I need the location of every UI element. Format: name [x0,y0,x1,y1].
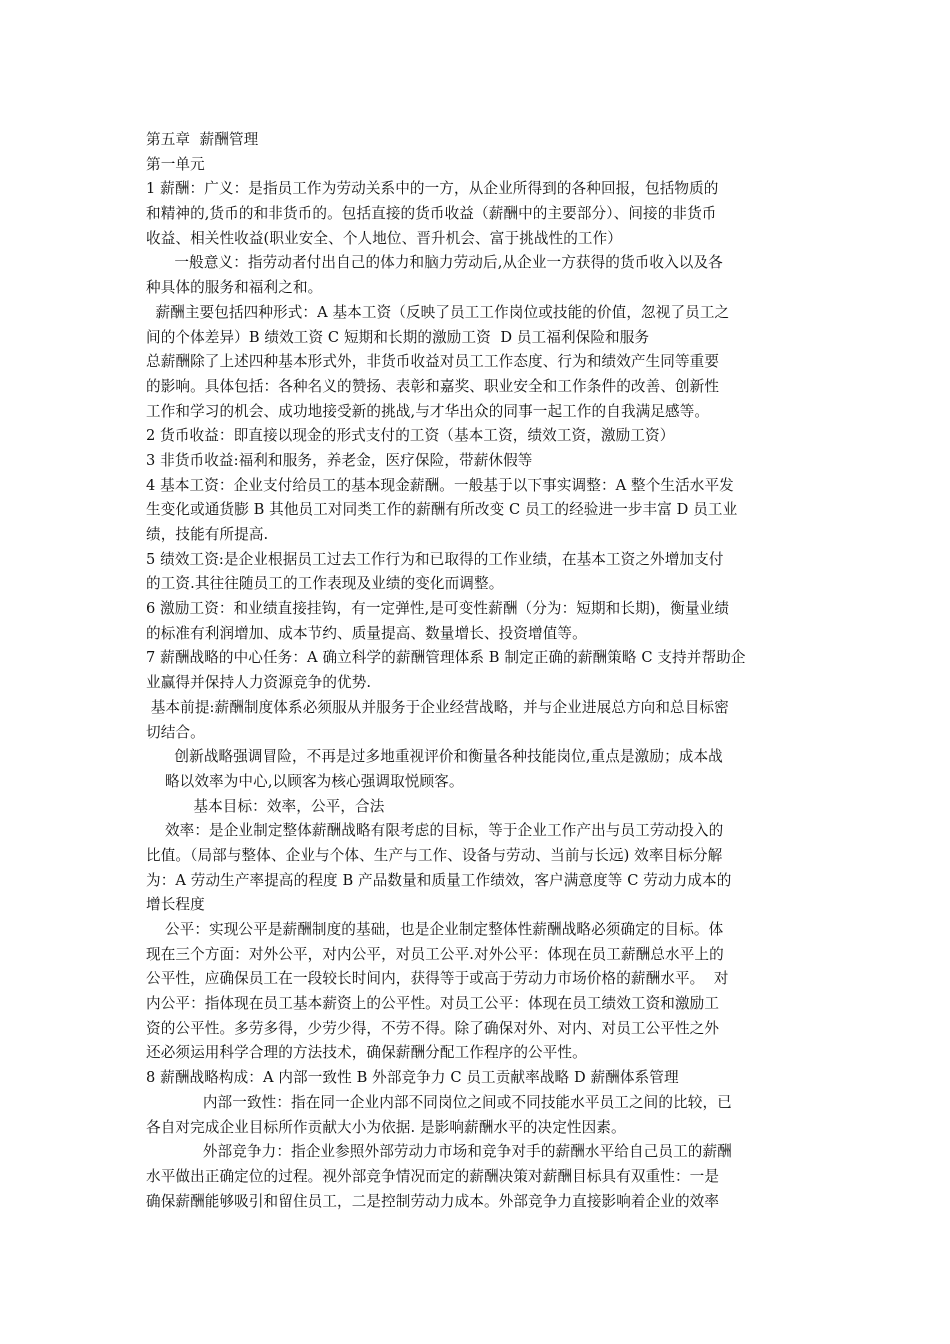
text-line: 收益、相关性收益(职业安全、个人地位、晋升机会、富于挑战性的工作） [146,229,622,247]
unit-heading: 第一单元 [146,155,205,173]
text-line: 内部一致性：指在同一企业内部不同岗位之间或不同技能水平员工之间的比较，已 [146,1093,732,1111]
text-line: 5 绩效工资:是企业根据员工过去工作行为和已取得的工作业绩，在基本工资之外增加支付 [146,550,724,568]
text-line: 创新战略强调冒险，不再是过多地重视评价和衡量各种技能岗位,重点是激励；成本战 [146,748,723,766]
text-line: 公平：实现公平是薪酬制度的基础，也是企业制定整体性薪酬战略必须确定的目标。体 [146,921,724,938]
text-line: 薪酬主要包括四种形式：A 基本工资（反映了员工工作岗位或技能的价值，忽视了员工之 [146,303,730,321]
document-body [146,128,806,1214]
text-line: 生变化或通货膨 B 其他员工对同类工作的薪酬有所改变 C 员工的经验进一步丰富 D 员工业 [146,501,738,519]
text-line: 的工资.其往往随员工的工作表现及业绩的变化而调整。 [146,575,504,593]
text-line: 一般意义：指劳动者付出自己的体力和脑力劳动后,从企业一方获得的货币收入以及各 [146,254,723,272]
text-line: 6 激励工资：和业绩直接挂钩，有一定弹性,是可变性薪酬（分为：短期和长期)，衡量业绩 [146,600,730,618]
text-line: 7 薪酬战略的中心任务：A 确立科学的薪酬管理体系 B 制定正确的薪酬策略 C 支持并帮助企 [146,649,746,667]
text-line: 确保薪酬能够吸引和留住员工，二是控制劳动力成本。外部竞争力直接影响着企业的效率 [146,1192,720,1210]
text-line: 的标准有利润增加、成本节约、质量提高、数量增长、投资增值等。 [146,624,587,642]
text-line: 还必须运用科学合理的方法技术，确保薪酬分配工作程序的公平性。 [146,1044,587,1062]
text-line: 种具体的服务和福利之和。 [146,279,323,297]
text-line: 为：A 劳动生产率提高的程度 B 产品数量和质量工作绩效，客户满意度等 C 劳动力成本的 [146,871,732,889]
chapter-title: 第五章 薪酬管理 [146,131,259,148]
text-line: 各自对完成企业目标所作贡献大小为依据. 是影响薪酬水平的决定性因素。 [146,1118,626,1136]
text-line: 总薪酬除了上述四种基本形式外，非货币收益对员工工作态度、行为和绩效产生同等重要 [146,353,720,371]
text-line: 3 非货币收益:福利和服务，养老金，医疗保险，带薪休假等 [146,451,533,469]
text-line: 基本目标：效率，公平，合法 [146,797,385,815]
text-line: 2 货币收益：即直接以现金的形式支付的工资（基本工资，绩效工资，激励工资） [146,427,675,445]
text-line: 的影响。具体包括：各种名义的赞扬、表彰和嘉奖、职业安全和工作条件的改善、创新性 [146,377,720,395]
text-line: 比值。（局部与整体、企业与个体、生产与工作、设备与劳动、当前与长远) 效率目标分解 [146,846,723,864]
text-line: 现在三个方面：对外公平，对内公平，对员工公平.对外公平：体现在员工薪酬总水平上的 [146,945,724,963]
text-line: 8 薪酬战略构成：A 内部一致性 B 外部竞争力 C 员工贡献率战略 D 薪酬体系管理 [146,1069,679,1087]
text-line: 水平做出正确定位的过程。视外部竞争情况而定的薪酬决策对薪酬目标具有双重性：一是 [146,1167,720,1185]
text-line: 4 基本工资：企业支付给员工的基本现金薪酬。一般基于以下事实调整：A 整个生活水平发 [146,476,734,494]
text-line: 和精神的,货币的和非货币的。包括直接的货币收益（薪酬中的主要部分）、间接的非货币 [146,205,717,223]
text-line: 公平性，应确保员工在一段较长时间内，获得等于或高于劳动力市场价格的薪酬水平。 对 [146,970,729,988]
text-line: 绩，技能有所提高. [146,526,269,543]
text-line: 外部竞争力：指企业参照外部劳动力市场和竞争对手的薪酬水平给自己员工的薪酬 [146,1143,732,1161]
text-line: 增长程度 [146,896,205,914]
text-line: 略以效率为中心,以顾客为核心强调取悦顾客。 [146,772,464,790]
text-line: 基本前提:薪酬制度体系必须服从并服务于企业经营战略，并与企业进展总方向和总目标密 [146,698,729,716]
text-line: 工作和学习的机会、成功地接受新的挑战,与才华出众的同事一起工作的自我满足感等。 [146,402,710,420]
text-line: 间的个体差异）B 绩效工资 C 短期和长期的激励工资 D 员工福利保险和服务 [146,328,650,346]
text-line: 内公平：指体现在员工基本薪资上的公平性。对员工公平：体现在员工绩效工资和激励工 [146,995,720,1013]
text-line: 切结合。 [146,723,205,741]
text-line: 1 薪酬：广义：是指员工作为劳动关系中的一方，从企业所得到的各种回报，包括物质的 [146,180,719,198]
text-line: 效率：是企业制定整体薪酬战略有限考虑的目标，等于企业工作产出与员工劳动投入的 [146,822,724,840]
text-line: 业赢得并保持人力资源竞争的优势. [146,674,372,692]
text-line: 资的公平性。多劳多得，少劳少得，不劳不得。除了确保对外、对内、对员工公平性之外 [146,1019,720,1037]
